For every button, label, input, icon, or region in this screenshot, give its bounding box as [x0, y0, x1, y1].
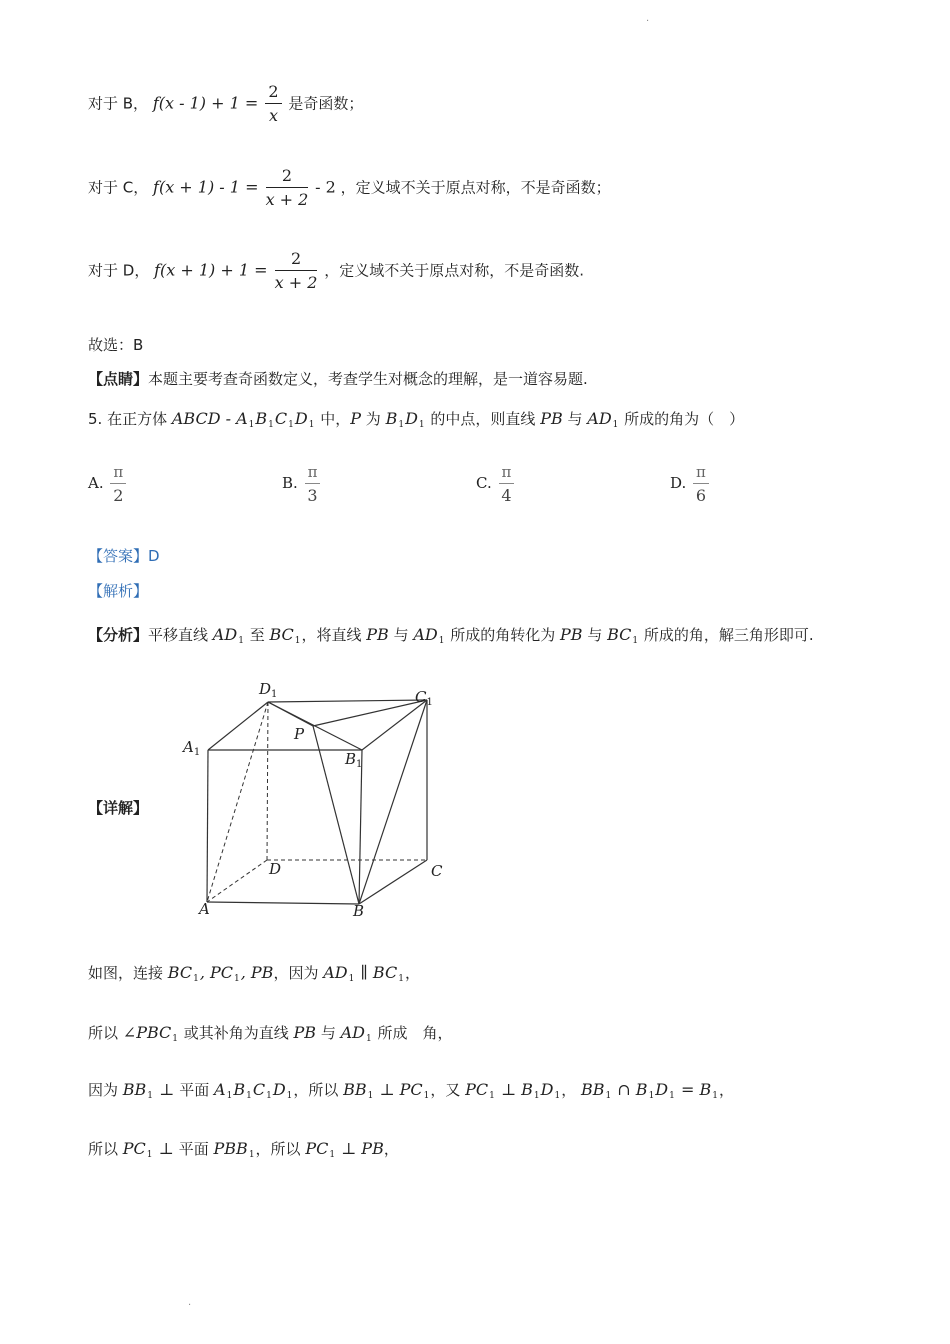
step1-t2: ，因为 [273, 964, 324, 982]
step2-t1: 所以 [88, 1024, 123, 1042]
analysis-bc1 [269, 625, 301, 644]
analysis-pb: PB [366, 625, 389, 644]
label-d: D [269, 860, 282, 878]
step1-m3: , PB [240, 963, 274, 982]
question-text-3: 为 [361, 410, 386, 428]
step2-t4: 所成 角， [372, 1024, 453, 1042]
sub-1: 1 [238, 636, 244, 646]
sub-1: 1 [146, 1150, 153, 1160]
sub-1: 1 [226, 1091, 233, 1101]
step1-ad1 [323, 963, 355, 982]
step3-b1d1-2: $B_1D_1$ [635, 1080, 675, 1101]
line-ad-text: AD [587, 409, 612, 428]
step3-line: 因为 $BB_1$ ⊥ 平面 $A_1B_1C_1D_1$，所以 $BB_1$ ⊥ $PC_1$，又 $PC_1$ ⊥ $B_1D_1$， $BB_1$ ∩ $B_1D_1 = B_1$， [88, 1080, 734, 1101]
case-d-fraction [275, 249, 318, 293]
sub-1: 1 [612, 420, 619, 430]
option-a-value [110, 462, 126, 506]
detail-tag: 【详解】 [88, 799, 149, 817]
label-c1-letter: C [415, 688, 427, 706]
case-c-lhs: f(x + 1) - 1 = [153, 177, 264, 197]
case-c-prefix: 对于 C， [88, 178, 149, 197]
perp-symbol-4: ⊥ [153, 1139, 179, 1158]
analysis-ad1 [213, 625, 245, 644]
option-c-label: C. [476, 474, 492, 492]
sub-1: 1 [418, 420, 425, 430]
analysis-bc: BC [269, 625, 294, 644]
case-b-suffix: 是奇函数； [288, 94, 364, 113]
step2-pb: PB [293, 1023, 317, 1042]
parallel-symbol: ∥ [355, 963, 373, 982]
sub-1: 1 [329, 1150, 336, 1160]
segment-d1a [207, 702, 268, 902]
sub-1: 1 [423, 1091, 430, 1101]
case-b-num: 2 [265, 82, 281, 104]
option-a-num: π [110, 462, 126, 484]
label-a: A [199, 900, 210, 918]
case-b-line [88, 82, 363, 126]
case-b-fraction [265, 82, 281, 126]
label-p: P [294, 725, 305, 743]
step3-bb1-3 [581, 1080, 612, 1099]
option-d-value [693, 462, 709, 506]
sub-1: 1 [648, 1091, 655, 1101]
step1-line [88, 962, 420, 984]
case-b-den: x [268, 106, 278, 125]
analysis-s2: 至 [244, 626, 270, 644]
label-c: C [431, 862, 443, 880]
case-b-prefix: 对于 B， [88, 94, 149, 113]
sub-1: 1 [248, 420, 255, 430]
point-p: P [350, 409, 362, 428]
sub-1: 1 [234, 974, 240, 984]
step3-bd: B [521, 1080, 533, 1099]
sub-1: 1 [147, 1091, 154, 1101]
analysis-ad: AD [212, 625, 238, 644]
analysis-ad-2: AD [413, 625, 438, 644]
edge-a1d1 [208, 702, 268, 750]
case-c-line [88, 166, 611, 210]
step3-pc1 [400, 1080, 431, 1099]
analysis-s3: ，将直线 [301, 626, 367, 644]
case-d-lhs: f(x + 1) + 1 = [154, 260, 273, 280]
step3-t3: ，所以 [293, 1081, 344, 1099]
option-d-label: D. [670, 474, 687, 492]
step3-t5: ， [718, 1081, 734, 1099]
sub-1: 1 [172, 1034, 178, 1044]
cube-figure [175, 680, 465, 920]
option-c[interactable] [476, 462, 516, 506]
edge-d1d [267, 702, 268, 860]
step4-pc1-2 [305, 1139, 336, 1158]
step2-t2: 或其补角为直线 [178, 1024, 294, 1042]
step2-ad1 [341, 1023, 373, 1042]
analysis-tag: 【解析】 [88, 582, 149, 600]
choose-line: 故选：B [88, 336, 144, 354]
step3-pc-2: PC [465, 1080, 489, 1099]
step2-ang: ∠PBC [122, 1023, 172, 1042]
option-c-value [499, 462, 515, 506]
step4-t3: ，所以 [255, 1140, 306, 1158]
case-c-tail: - 2 [315, 177, 336, 197]
question-text-2: 中， [320, 410, 351, 428]
step1-t1: 如图，连接 [88, 964, 168, 982]
segment-b1d1: $B_1D_1$ [385, 409, 425, 430]
perp-symbol: ⊥ [154, 1080, 180, 1099]
sub-1: 1 [286, 1091, 293, 1101]
sub-1: 1 [294, 636, 301, 646]
segment-d1b1 [268, 702, 362, 750]
option-d-den: 6 [695, 486, 707, 505]
label-b1-letter: B [345, 750, 357, 768]
step1-m2: , PC [199, 963, 233, 982]
option-b-value [305, 462, 321, 506]
label-b1-sub: 1 [356, 759, 363, 770]
sub-1: 1 [248, 1150, 255, 1160]
header-dot: · [646, 16, 650, 27]
case-c-den: x + 2 [265, 190, 309, 209]
step3-plane: $A_1B_1C_1D_1$ [214, 1080, 293, 1101]
option-a[interactable] [88, 462, 128, 506]
cube-name: ABCD - $A_1B_1C_1D_1$ [171, 409, 315, 430]
step3-plane-a: A [214, 1080, 226, 1099]
option-b-num: π [305, 462, 321, 484]
option-c-num: π [499, 462, 515, 484]
footer-dot: · [188, 1300, 192, 1311]
case-d-line [88, 249, 584, 293]
question-text-1: 在正方体 [102, 410, 172, 428]
option-b-label: B. [282, 474, 298, 492]
sub-1: 1 [268, 420, 274, 430]
analysis-s6: 与 [582, 626, 608, 644]
sub-1: 1 [308, 420, 315, 430]
cube-name-head: ABCD - A [171, 409, 248, 428]
label-b1 [344, 750, 362, 770]
step3-t2: 平面 [179, 1081, 215, 1099]
analysis-s5: 所成的角转化为 [445, 626, 561, 644]
step4-t1: 所以 [88, 1140, 123, 1158]
sub-1: 1 [366, 1034, 372, 1044]
step4-pb: PB [361, 1139, 384, 1158]
step2-line [88, 1022, 453, 1044]
option-c-den: 4 [501, 486, 512, 505]
case-d-prefix: 对于 D， [88, 261, 150, 280]
step4-line [88, 1138, 399, 1160]
analysis-line-tag: 【分析】 [88, 626, 149, 644]
step3-b: B [699, 1080, 712, 1099]
step4-plane [214, 1139, 256, 1158]
option-d-num: π [693, 462, 709, 484]
step3-pc: PC [399, 1080, 423, 1099]
step1-m1: BC [167, 963, 193, 982]
case-d-num: 2 [275, 249, 318, 271]
label-a1-sub: 1 [193, 747, 201, 758]
analysis-bc1-2 [607, 625, 639, 644]
answer-value: D [148, 547, 160, 565]
option-a-label: A. [88, 474, 104, 492]
step3-b1d1: $B_1D_1$ [521, 1080, 561, 1101]
edge-b1b [359, 750, 362, 904]
sub-1: 1 [288, 420, 294, 430]
step2-angle [123, 1023, 179, 1042]
sub-1: 1 [398, 420, 405, 430]
case-d-suffix: ，定义域不关于原点对称，不是奇函数. [324, 261, 584, 280]
line-pb: PB [540, 409, 563, 428]
question-line [88, 408, 744, 430]
question-text-5: 与 [562, 410, 588, 428]
analysis-s1: 平移直线 [148, 626, 213, 644]
step4-pc-2: PC [305, 1139, 329, 1158]
sub-1: 1 [632, 636, 639, 646]
sub-1: 1 [193, 974, 199, 984]
step1-bc1 [373, 963, 405, 982]
step3-bb-2: BB [343, 1080, 367, 1099]
case-c-num: 2 [266, 166, 309, 188]
question-text-4: 的中点，则直线 [430, 410, 541, 428]
comment-tag: 【点睛】 [88, 370, 149, 388]
analysis-s7: 所成的角，解三角形即可. [639, 626, 814, 644]
comment-text: 本题主要考查奇函数定义，考查学生对概念的理解，是一道容易题. [148, 370, 588, 388]
step3-bb-3: BB [580, 1080, 605, 1099]
sub-1: 1 [398, 974, 404, 984]
eq-symbol: = [675, 1080, 700, 1099]
step1-m5: BC [372, 963, 398, 982]
label-a1 [181, 738, 200, 758]
question-text-6: 所成的角为（ ） [619, 410, 745, 428]
analysis-bc-2: BC [607, 625, 632, 644]
sub-1: 1 [712, 1091, 718, 1101]
label-d1-letter: D [259, 680, 272, 698]
analysis-pb-2: PB [560, 625, 583, 644]
sub-1: 1 [533, 1091, 540, 1101]
comment-line [88, 368, 588, 389]
step4-t4: ， [383, 1140, 399, 1158]
step1-m4: AD [323, 963, 348, 982]
step4-pc: PC [122, 1139, 146, 1158]
sub-1: 1 [438, 636, 445, 646]
step3-t4: ，又 [430, 1081, 466, 1099]
label-d1-sub: 1 [271, 689, 278, 700]
case-c-fraction [266, 166, 309, 210]
edge-a1a [207, 750, 208, 902]
analysis-line [88, 624, 814, 646]
label-d1 [258, 680, 277, 700]
sub-1: 1 [266, 1091, 272, 1101]
line-ad1 [587, 409, 619, 428]
question-number: 5. [88, 410, 103, 428]
label-c1-sub: 1 [426, 697, 433, 708]
step3-bb1 [123, 1080, 154, 1099]
analysis-s4: 与 [388, 626, 414, 644]
sub-1: 1 [605, 1091, 612, 1101]
step3-bb1-2 [343, 1080, 374, 1099]
step4-pbb: PBB [213, 1139, 248, 1158]
cap-symbol: ∩ [612, 1080, 636, 1099]
perp-symbol-2: ⊥ [374, 1080, 400, 1099]
analysis-ad1-2 [413, 625, 445, 644]
sub-1: 1 [669, 1091, 675, 1101]
step3-b1 [699, 1080, 719, 1099]
label-c1 [415, 688, 433, 708]
sub-1: 1 [348, 974, 355, 984]
sub-1: 1 [367, 1091, 374, 1101]
perp-symbol-5: ⊥ [336, 1139, 362, 1158]
case-d-den: x + 2 [274, 273, 318, 292]
step2-t3: 与 [316, 1024, 341, 1042]
step3-t1: 因为 [88, 1081, 123, 1099]
answer-tag: 【答案】 [88, 547, 149, 565]
step4-t2: 平面 [178, 1140, 214, 1158]
step3-bb: BB [122, 1080, 147, 1099]
option-b[interactable] [282, 462, 322, 506]
perp-symbol-3: ⊥ [495, 1080, 522, 1099]
label-b: B [353, 902, 365, 920]
option-d[interactable] [670, 462, 711, 506]
edge-ab [207, 902, 359, 904]
step1-t3: ， [404, 964, 420, 982]
answer-line [88, 545, 160, 566]
label-a1-letter: A [183, 738, 194, 756]
edge-bc [359, 860, 427, 904]
case-c-suffix: ，定义域不关于原点对称，不是奇函数； [340, 178, 611, 197]
sub-1: 1 [554, 1091, 561, 1101]
edge-d1c1 [268, 700, 427, 702]
case-b-lhs: f(x - 1) + 1 = [152, 93, 264, 113]
option-b-den: 3 [307, 486, 318, 505]
edge-da [207, 860, 267, 902]
option-a-den: 2 [113, 486, 124, 505]
step3-bd-2: B [635, 1080, 648, 1099]
step3-pc1-2 [465, 1080, 496, 1099]
step1-seq [168, 963, 274, 982]
sub-1: 1 [489, 1091, 495, 1101]
segment-bc1 [359, 700, 427, 904]
sub-1: 1 [246, 1091, 252, 1101]
step4-pc1 [123, 1139, 154, 1158]
step2-ad: AD [340, 1023, 365, 1042]
